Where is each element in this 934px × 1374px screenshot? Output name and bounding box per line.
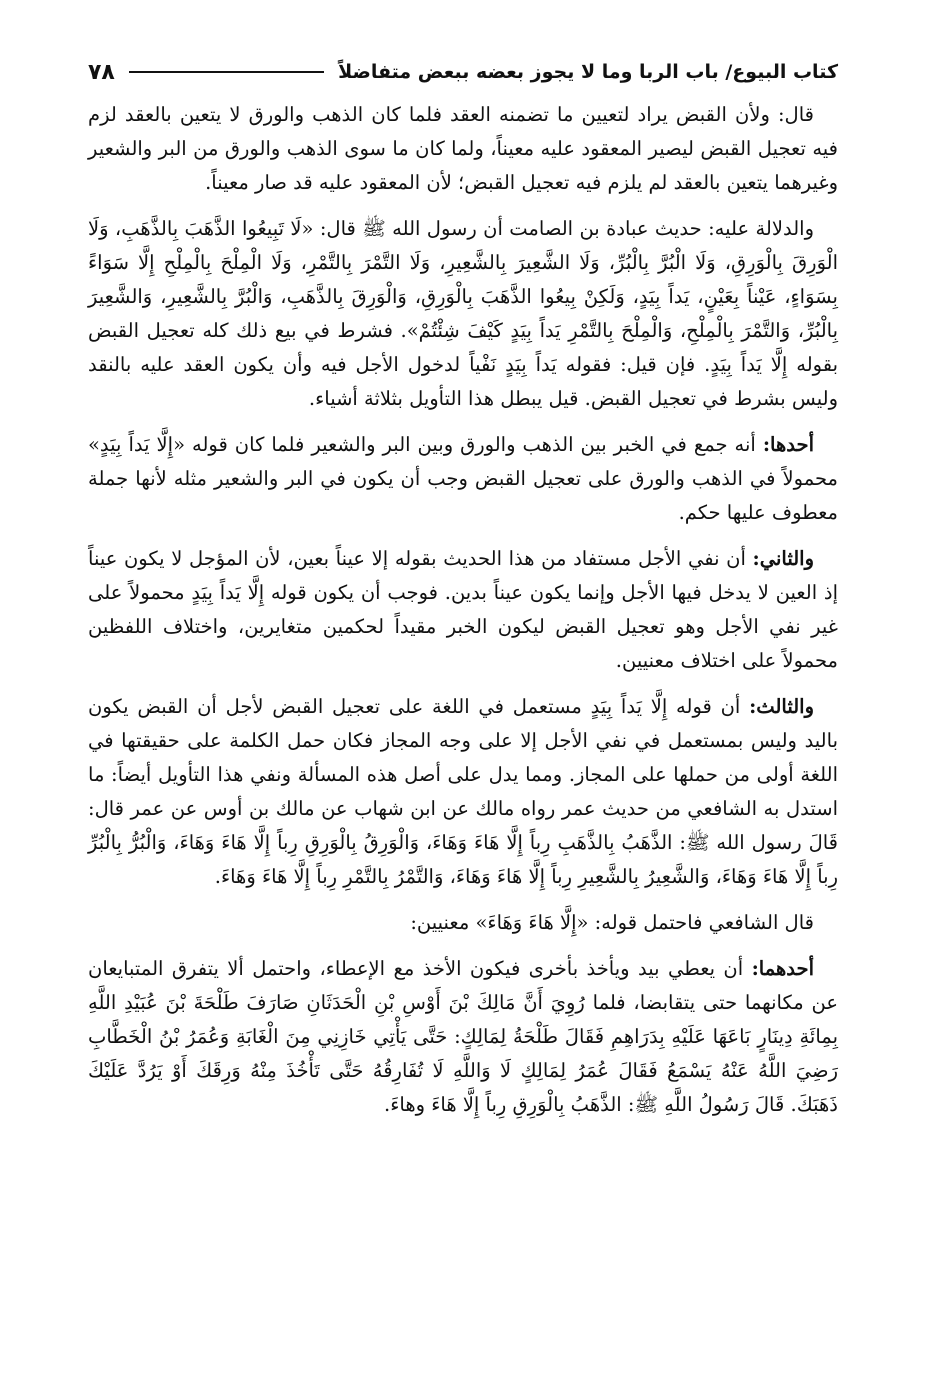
paragraph-text: والدلالة عليه: حديث عبادة بن الصامت أن رسول الله ﷺ قال: «لَا تَبِيعُوا الذَّهَبَ بِالذَّهَبِ، وَلَا الْوَرِقَ بِالْوَرِقِ، وَلَا الْبُرَّ بِالْبُرِّ، وَلَا الشَّعِيرَ بِالشَّعِيرِ، وَلَا التَّمْرَ بِالتَّمْرِ، وَلَا الْمِلْحَ بِالْمِلْحِ إِلَّا سَوَاءً بِسَوَاءٍ، عَيْناً بِعَيْنٍ، يَداً بِيَدٍ، وَلَكِنْ بِيعُوا الذَّهَبَ بِالْوَرِقِ، وَالْوَرِقَ بِالذَّهَبِ، وَالْبُرَّ بِالشَّعِيرِ، وَالشَّعِيرَ بِالْبُرِّ، وَالتَّمْرَ بِالْمِلْحِ، وَالْمِلْحَ بِالتَّمْرِ يَداً بِيَدٍ كَيْفَ شِئْتُمْ». فشرط في بيع ذلك كله تعجيل القبض بقوله إِلَّا يَداً بِيَدٍ. فإن قيل: فقوله يَداً بِيَدٍ نَفْياً لدخول الأجل فيه وأن يكون العقد عليه بالنقد وليس بشرط في تعجيل القبض. قيل يبطل هذا التأويل بثلاثة أشياء. <box>88 217 838 410</box>
paragraph <box>88 690 838 894</box>
paragraph-lead: أحدها: <box>762 433 814 456</box>
paragraph <box>88 952 838 1122</box>
header-rule <box>129 71 324 73</box>
paragraph <box>88 98 838 200</box>
page-number: ٧٨ <box>88 59 115 85</box>
paragraph <box>88 212 838 416</box>
page-body <box>88 98 838 1122</box>
paragraph-text: أن قوله إِلَّا يَداً بِيَدٍ مستعمل في اللغة على تعجيل القبض لأجل أن القبض يكون باليد وليس بمستعمل في نفي الأجل إلا على وجه المجاز فكان حمل الكلمة على حقيقتها في اللغة أولى من حملها على المجاز. ومما يدل على أصل هذه المسألة ونفي هذا التأويل أيضاً: ما استدل به الشافعي من حديث عمر رواه مالك عن ابن شهاب عن مالك بن أوس عن عمر قال: قَالَ رسول الله ﷺ: الذَّهَبُ بِالذَّهَبِ رِباً إِلَّا هَاءَ وَهَاءَ، وَالْوَرِقُ بِالْوَرِقِ رِباً إِلَّا هَاءَ وَهَاءَ، وَالْبُرُّ بِالْبُرِّ رِباً إِلَّا هَاءَ وَهَاءَ، وَالشَّعِيرُ بِالشَّعِيرِ رِباً إِلَّا هَاءَ وَهَاءَ، وَالتَّمْرُ بِالتَّمْرِ رِباً إِلَّا هَاءَ وَهَاءَ. <box>88 695 838 888</box>
page-header <box>88 52 838 92</box>
paragraph-text: أن نفي الأجل مستفاد من هذا الحديث بقوله إلا عيناً بعين، لأن المؤجل لا يكون عيناً إذ العين لا يدخل فيها الأجل وإنما يكون عيناً بدين. فوجب أن يكون قوله إِلَّا يَداً بِيَدٍ محمولاً على غير نفي الأجل وهو تعجيل القبض ليكون الخبر مقيداً لحكمين متغايرين، واختلاف اللفظين محمولاً على اختلاف معنيين. <box>88 547 838 672</box>
paragraph <box>88 906 838 940</box>
running-title: كتاب البيوع/ باب الربا وما لا يجوز بعضه ببعض متفاضلاً <box>338 61 838 83</box>
paragraph <box>88 428 838 530</box>
paragraph-lead: والثاني: <box>752 547 814 570</box>
paragraph <box>88 542 838 678</box>
paragraph-text: أن يعطي بيد ويأخذ بأخرى فيكون الأخذ مع الإعطاء، واحتمل ألا يتفرق المتبايعان عن مكانهما حتى يتقابضا، فلما رُوِيَ أَنَّ مَالِكَ بْنَ أَوْسِ بْنِ الْحَدَثَانِ صَارَفَ طَلْحَةَ بْنَ عُبَيْدِ اللَّهِ بِمِائَةِ دِينَارٍ بَاعَهَا عَلَيْهِ بِدَرَاهِمِ فَقَالَ طَلْحَةُ لِمَالِكٍ: حَتَّى يَأْتِي خَازِنِي مِنَ الْغَابَةِ وَعُمَرُ بْنُ الْخَطَّابِ رَضِيَ اللَّهُ عَنْهُ يَسْمَعُ فَقَالَ عُمَرُ لِمَالِكٍ لَا وَاللَّهِ لَا تُفَارِقُهُ حَتَّى تَأْخُذَ مِنْهُ وَرِقَكَ أَوْ يَرُدَّ عَلَيْكَ ذَهَبَكَ. قَالَ رَسُولُ اللَّهِ ﷺ: الذَّهَبُ بِالْوَرِقِ رِباً إِلَّا هَاءَ وهاءَ. <box>88 957 838 1116</box>
paragraph-text: أنه جمع في الخبر بين الذهب والورق وبين البر والشعير فلما كان قوله «إِلَّا يَداً بِيَدٍ» محمولاً في الذهب والورق على تعجيل القبض وجب أن يكون في البر والشعير مثله لأنها جملة معطوف عليها حكم. <box>88 433 838 524</box>
paragraph-lead: أحدهما: <box>751 957 814 980</box>
paragraph-lead: والثالث: <box>749 695 814 718</box>
paragraph-text: قال الشافعي فاحتمل قوله: «إِلَّا هَاءَ وَهَاءَ» معنيين: <box>410 911 814 934</box>
paragraph-text: قال: ولأن القبض يراد لتعيين ما تضمنه العقد فلما كان الذهب والورق لا يتعين بالعقد لزم فيه تعجيل القبض ليصير المعقود عليه معيناً، ولما كان ما سوى الذهب والورق من البر والشعير وغيرهما يتعين بالعقد لم يلزم فيه تعجيل القبض؛ لأن المعقود عليه قد صار معيناً. <box>88 103 838 194</box>
